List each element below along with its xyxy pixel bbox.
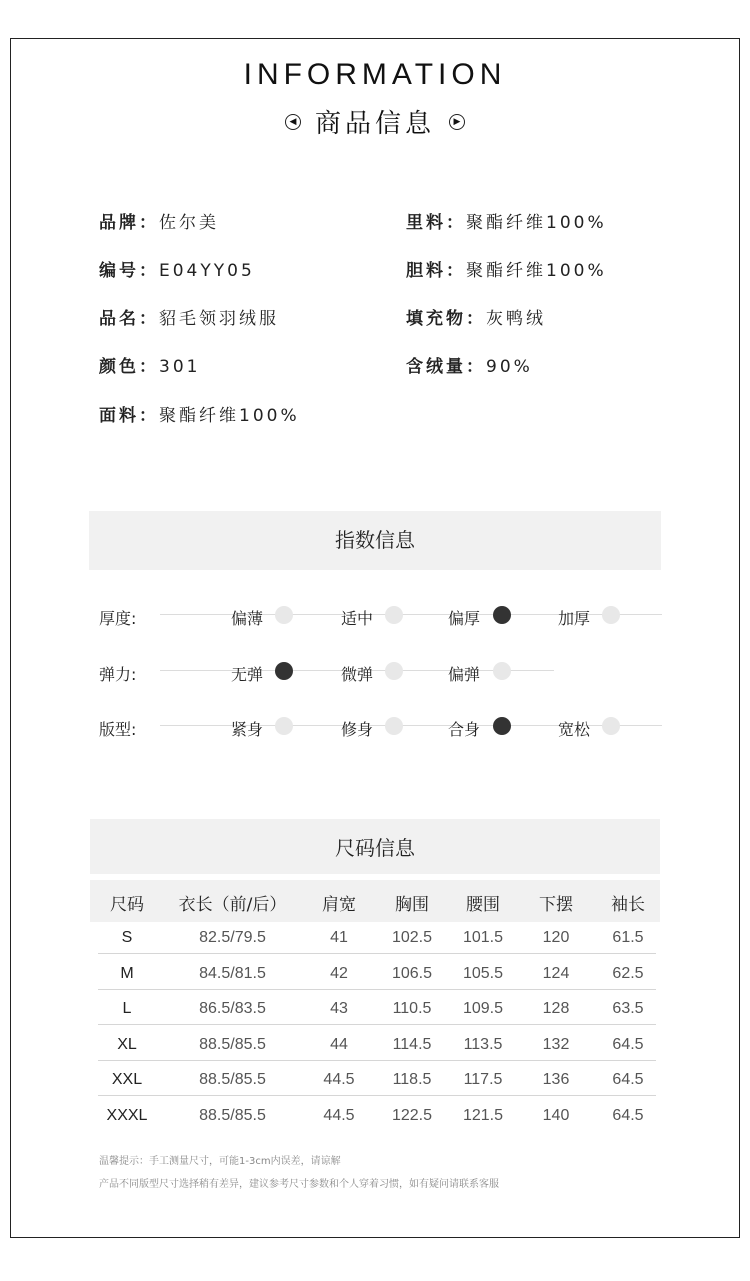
info-key: 颜色： (99, 357, 159, 377)
info-value: 301 (159, 357, 201, 377)
info-lining (406, 208, 607, 233)
size-cell: 88.5/85.5 (199, 1035, 266, 1053)
info-value: 90% (486, 357, 533, 377)
info-key: 品牌： (99, 213, 159, 233)
info-fabric (99, 401, 300, 426)
option-dot (275, 717, 293, 735)
option-label: 偏厚 (448, 609, 481, 628)
note-text: 温馨提示：手工测量尺寸，可能1-3cm内误差，请谅解 (99, 1156, 341, 1167)
size-cell: 121.5 (462, 1106, 504, 1124)
info-code (99, 256, 255, 281)
info-key: 编号： (99, 261, 159, 281)
option-label: 合身 (448, 720, 481, 739)
table-row-divider (98, 989, 656, 990)
info-value: 灰鸭绒 (486, 309, 546, 329)
size-cell: 117.5 (463, 1071, 503, 1088)
info-color (99, 352, 200, 377)
size-cell: 44.5 (323, 1071, 355, 1088)
size-cell: 113.5 (463, 1035, 503, 1053)
size-cell: 136 (542, 1071, 570, 1088)
size-section-header: 尺码信息 (90, 819, 660, 874)
size-cell: 44.5 (323, 1106, 355, 1124)
size-cell: 88.5/85.5 (199, 1106, 266, 1124)
size-cell: 114.5 (392, 1035, 432, 1053)
size-cell: 101.5 (462, 929, 504, 946)
size-cell: 41 (330, 929, 348, 946)
size-cell: 106.5 (391, 964, 433, 982)
info-key: 填充物： (406, 309, 486, 329)
option-label: 宽松 (558, 720, 591, 739)
size-cell: 84.5/81.5 (199, 964, 266, 982)
title-chinese: 商品信息 (314, 109, 435, 139)
info-key: 含绒量： (406, 357, 486, 377)
size-cell: 105.5 (462, 964, 504, 982)
table-row-divider (98, 1095, 656, 1096)
title-chinese-row (0, 106, 750, 142)
size-cell: 120 (542, 929, 570, 946)
option-dot (493, 662, 511, 680)
option-dot-selected (275, 662, 293, 680)
size-cell-label: L (122, 1000, 132, 1017)
option-label: 偏薄 (231, 609, 264, 628)
size-cell: 128 (542, 1000, 570, 1017)
option-label: 紧身 (231, 720, 264, 739)
info-key: 面料： (99, 406, 159, 426)
option-label: 偏弹 (448, 665, 481, 684)
size-col-header: 胸围 (395, 895, 429, 915)
info-filling (406, 304, 546, 329)
info-value: 貂毛领羽绒服 (159, 309, 279, 329)
size-cell: 64.5 (612, 1071, 644, 1088)
size-cell: 61.5 (612, 929, 644, 946)
note-text: 产品不同版型尺寸选择稍有差异，建议参考尺寸参数和个人穿着习惯，如有疑问请联系客服 (99, 1179, 499, 1190)
left-arrow-icon: ◀ (285, 114, 301, 130)
size-cell-label: XXXL (106, 1106, 148, 1124)
info-key: 里料： (406, 213, 466, 233)
size-cell: 88.5/85.5 (199, 1071, 266, 1088)
option-label: 修身 (341, 720, 374, 739)
size-cell-label: XL (117, 1035, 137, 1053)
size-cell: 62.5 (612, 964, 644, 982)
info-value: 聚酯纤维100% (159, 406, 300, 426)
size-cell: 42 (330, 964, 348, 982)
table-row-divider (98, 1060, 656, 1061)
index-section-header: 指数信息 (89, 511, 661, 570)
info-key: 品名： (99, 309, 159, 329)
option-dot (385, 662, 403, 680)
option-dot (275, 606, 293, 624)
info-inner-lining (406, 256, 607, 281)
option-dot-selected (493, 606, 511, 624)
index-label-elasticity: 弹力: (99, 665, 137, 684)
size-cell: 132 (542, 1035, 570, 1053)
index-label-thickness: 厚度: (99, 609, 137, 628)
info-brand (99, 208, 219, 233)
index-label-fit: 版型: (99, 720, 137, 739)
size-cell: 102.5 (391, 929, 433, 946)
info-down-content (406, 352, 533, 377)
option-dot-selected (493, 717, 511, 735)
size-cell: 43 (330, 1000, 348, 1017)
right-arrow-icon: ▶ (449, 114, 465, 130)
size-cell-label: S (121, 929, 133, 946)
size-cell-label: M (120, 964, 134, 982)
size-cell: 86.5/83.5 (199, 1000, 266, 1017)
info-value: 聚酯纤维100% (466, 213, 607, 233)
size-col-header: 衣长（前/后） (178, 895, 287, 915)
info-value: 佐尔美 (159, 213, 219, 233)
size-cell-label: XXL (111, 1071, 143, 1088)
info-value: E04YY05 (159, 261, 255, 281)
info-key: 胆料： (406, 261, 466, 281)
table-row-divider (98, 1024, 656, 1025)
size-cell: 109.5 (462, 1000, 504, 1017)
size-col-header: 腰围 (466, 895, 500, 915)
size-cell: 110.5 (392, 1000, 432, 1017)
option-dot (385, 717, 403, 735)
title-english: INFORMATION (243, 58, 507, 91)
option-dot (602, 606, 620, 624)
size-cell: 63.5 (612, 1000, 644, 1017)
size-cell: 140 (542, 1106, 570, 1124)
size-col-header: 袖长 (611, 895, 645, 915)
info-product-name (99, 304, 279, 329)
info-value: 聚酯纤维100% (466, 261, 607, 281)
option-dot (385, 606, 403, 624)
size-cell: 122.5 (391, 1106, 433, 1124)
size-col-header: 下摆 (539, 895, 573, 915)
size-cell: 82.5/79.5 (199, 929, 266, 946)
size-col-header: 尺码 (110, 895, 144, 915)
size-cell: 44 (330, 1035, 348, 1053)
size-cell: 124 (542, 964, 570, 982)
option-label: 适中 (341, 609, 374, 628)
size-cell: 64.5 (612, 1035, 644, 1053)
size-cell: 64.5 (612, 1106, 644, 1124)
option-label: 加厚 (558, 609, 591, 628)
option-label: 无弹 (231, 665, 264, 684)
size-col-header: 肩宽 (322, 895, 356, 915)
table-row-divider (98, 953, 656, 954)
option-dot (602, 717, 620, 735)
option-label: 微弹 (341, 665, 374, 684)
size-cell: 118.5 (392, 1071, 432, 1088)
